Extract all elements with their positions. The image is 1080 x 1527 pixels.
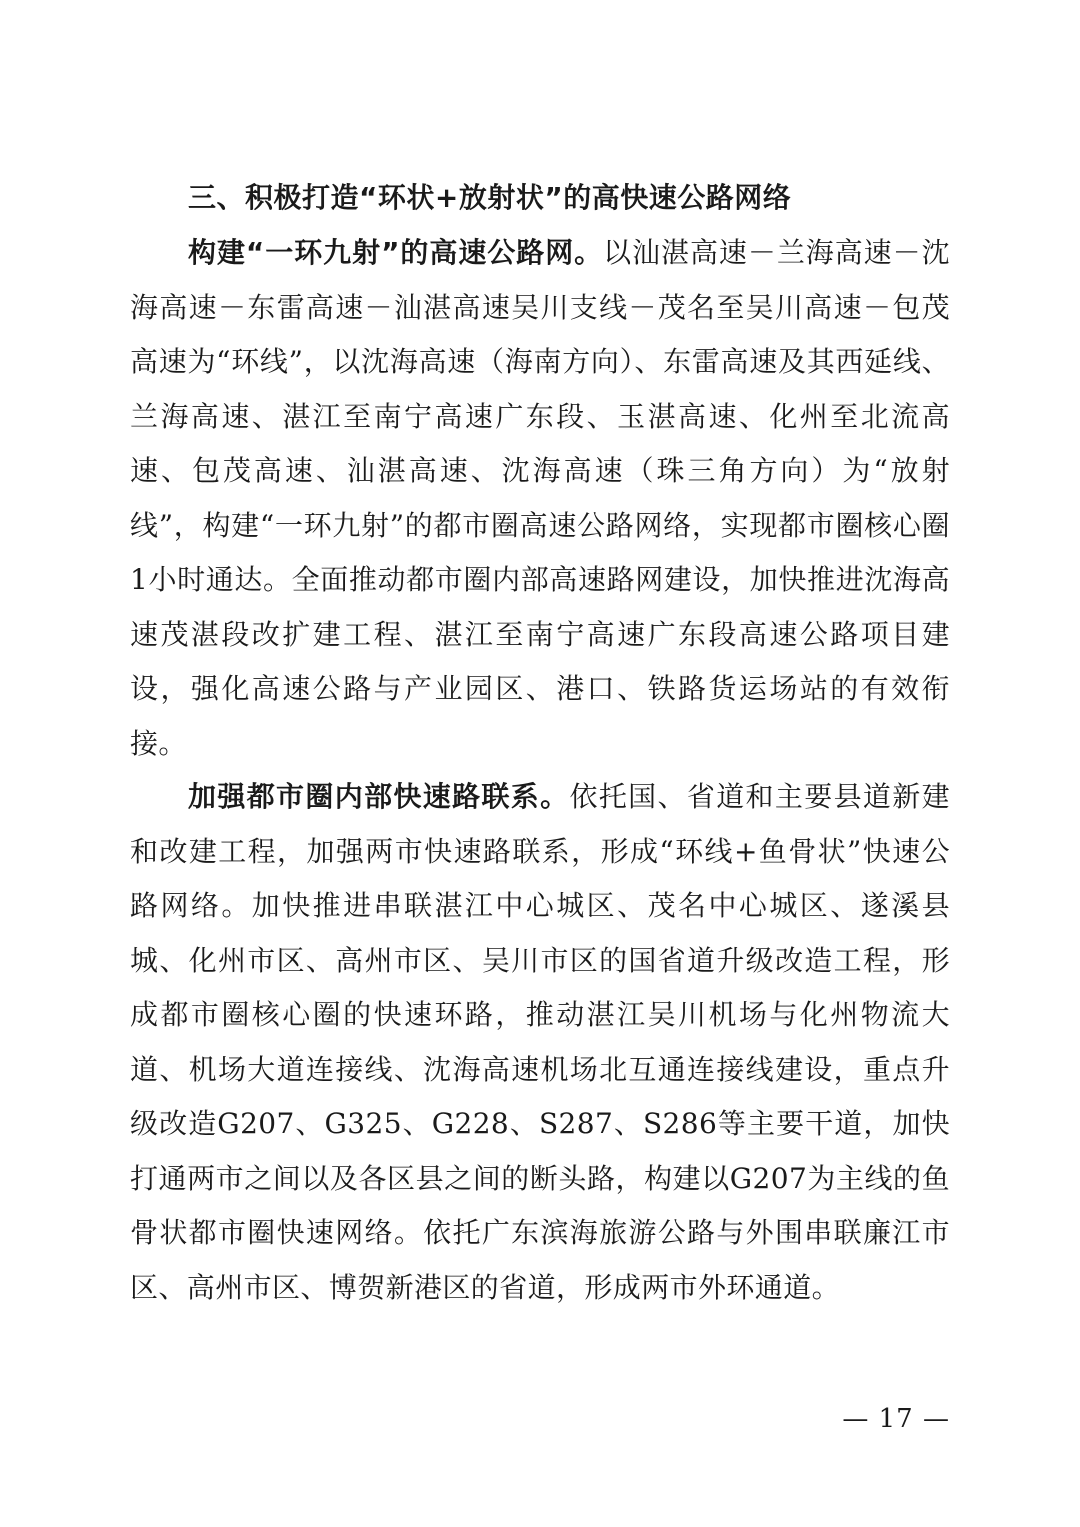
paragraph-fast-road-links <box>130 770 950 1315</box>
paragraph-lead: 构建“一环九射”的高速公路网。 <box>188 236 604 269</box>
paragraph-body: 依托国、省道和主要县道新建和改建工程，加强两市快速路联系，形成“环线+鱼骨状”快速公路网络。加快推进串联湛江中心城区、茂名中心城区、遂溪县城、化州市区、高州市区、吴川市区的国省道升级改造工程，形成都市圈核心圈的快速环路，推动湛江吴川机场与化州物流大道、机场大道连接线、沈海高速机场北互通连接线建设，重点升级改造G207、G325、G228、S287、S286等主要干道，加快打通两市之间以及各区县之间的断头路，构建以G207为主线的鱼骨状都市圈快速网络。依托广东滨海旅游公路与外围串联廉江市区、高州市区、博贺新港区的省道，形成两市外环通道。 <box>130 780 951 1304</box>
paragraph-body: 以汕湛高速－兰海高速－沈海高速－东雷高速－汕湛高速吴川支线－茂名至吴川高速－包茂高速为“环线”，以沈海高速（海南方向）、东雷高速及其西延线、兰海高速、湛江至南宁高速广东段、玉湛高速、化州至北流高速、包茂高速、汕湛高速、沈海高速（珠三角方向）为“放射线”，构建“一环九射”的都市圈高速公路网络，实现都市圈核心圈1小时通达。全面推动都市圈内部高速路网建设，加快推进沈海高速茂湛段改扩建工程、湛江至南宁高速广东段高速公路项目建设，强化高速公路与产业园区、港口、铁路货运场站的有效衔接。 <box>130 236 950 760</box>
paragraph-lead: 加强都市圈内部快速路联系。 <box>188 780 570 813</box>
paragraph-expressway-network <box>130 226 950 771</box>
page-number: — 17 — <box>842 1404 950 1434</box>
section-heading: 三、积极打造“环状+放射状”的高快速公路网络 <box>188 181 792 214</box>
